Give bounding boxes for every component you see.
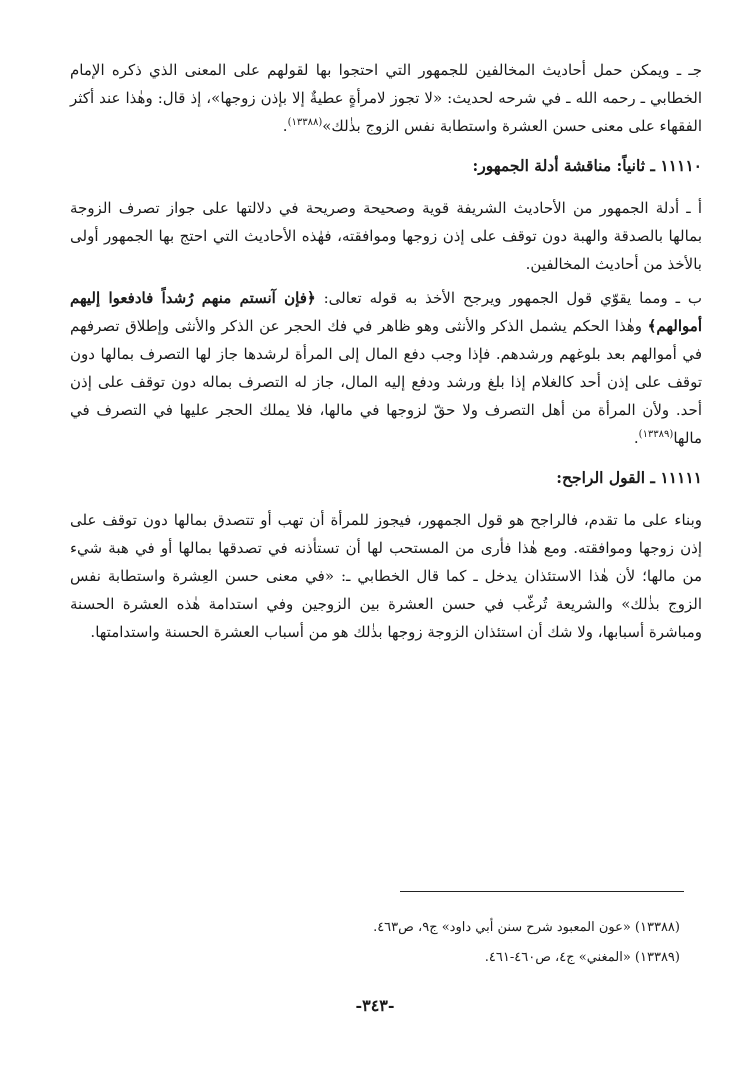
paragraph-text: ب ـ ومما يقوّي قول الجمهور ويرجح الأخذ به قوله تعالى: xyxy=(315,289,702,307)
page-body xyxy=(70,56,702,652)
footnote-item: (١٣٣٨٩) «المغني» ج٤، ص٤٦٠-٤٦١. xyxy=(484,950,680,965)
footnotes xyxy=(200,913,680,973)
paragraph-text: جـ ـ ويمكن حمل أحاديث المخالفين للجمهور التي احتجوا بها لقولهم على المعنى الذي ذكره الإمام الخطابي ـ رحمه الله ـ في شرحه لحديث: «لا تجوز لامرأةٍ عطيةٌ إلا بإذن زوجها»، إذ قال: وهٰذا عند أكثر الفقهاء على معنى حسن العشرة واستطابة نفس الزوج بذٰلك» xyxy=(70,61,702,135)
footnote-divider xyxy=(400,891,684,892)
paragraph-text: وهٰذا الحكم يشمل الذكر والأنثى وهو ظاهر في فك الحجر عن الذكر والأنثى وإطلاق تصرفهم في أموالهم بعد بلوغهم ورشدهم. فإذا وجب دفع المال إلى المرأة لرشدها جاز لها التصرف بمالها دون توقف على إذن أحد كالغلام إذا بلغ ورشد ودفع إليه المال، جاز له التصرف بماله دون توقف على إذن أحد. ولأن المرأة من أهل التصرف ولا حقّ لزوجها في مالها، فلا يملك الحجر عليها في التصرف في مالها xyxy=(70,317,702,447)
quran-verse: ﴿فإن آنستم منهم رُشداً فادفعوا إليهم أموالهم﴾ xyxy=(70,289,702,335)
section-heading-preferred-opinion: ١١١١١ ـ القول الراجح: xyxy=(556,468,702,487)
paragraph-evidence-a: أ ـ أدلة الجمهور من الأحاديث الشريفة قوية وصحيحة وصريحة في دلالتها على جواز تصرف الزوجة بمالها بالصدقة والهبة دون توقف على إذن زوجها وموافقته، فهٰذه الأحاديث التي احتج بها الجمهور أولى بالأخذ من أحاديث المخالفين. xyxy=(70,199,702,273)
footnote-item: (١٣٣٨٨) «عون المعبود شرح سنن أبي داود» ج٩، ص٤٦٣. xyxy=(373,920,680,935)
paragraph-khattabi xyxy=(70,56,702,140)
paragraph-conclusion: وبناء على ما تقدم، فالراجح هو قول الجمهور، فيجوز للمرأة أن تهب أو تتصدق بمالها دون توقف على إذن زوجها وموافقته. ومع هٰذا فأرى من المستحب لها أن تستأذنه في تصدقها بمالها أو في هبة شيء من مالها؛ لأن هٰذا الاستئذان يدخل ـ كما قال الخطابي ـ: «في معنى حسن العِشرة واستطابة نفس الزوج بذٰلك» والشريعة تُرغّب في حسن العشرة بين الزوجين وفي استدامة هٰذه العشرة الحسنة ومباشرة أسبابها، ولا شك أن استئذان الزوجة زوجها بذٰلك هو من أسباب العشرة الحسنة واستدامتها. xyxy=(70,511,702,641)
paragraph-evidence-b xyxy=(70,284,702,452)
page-number: -٣٤٣- xyxy=(355,996,395,1015)
paragraph-end: . xyxy=(282,117,288,135)
footnote-reference: (١٣٣٨٨) xyxy=(287,117,323,128)
section-heading-discussion: ١١١١٠ ـ ثانياً: مناقشة أدلة الجمهور: xyxy=(472,156,702,175)
footnote-reference: (١٣٣٨٩) xyxy=(638,429,674,440)
paragraph-end: . xyxy=(633,429,639,447)
